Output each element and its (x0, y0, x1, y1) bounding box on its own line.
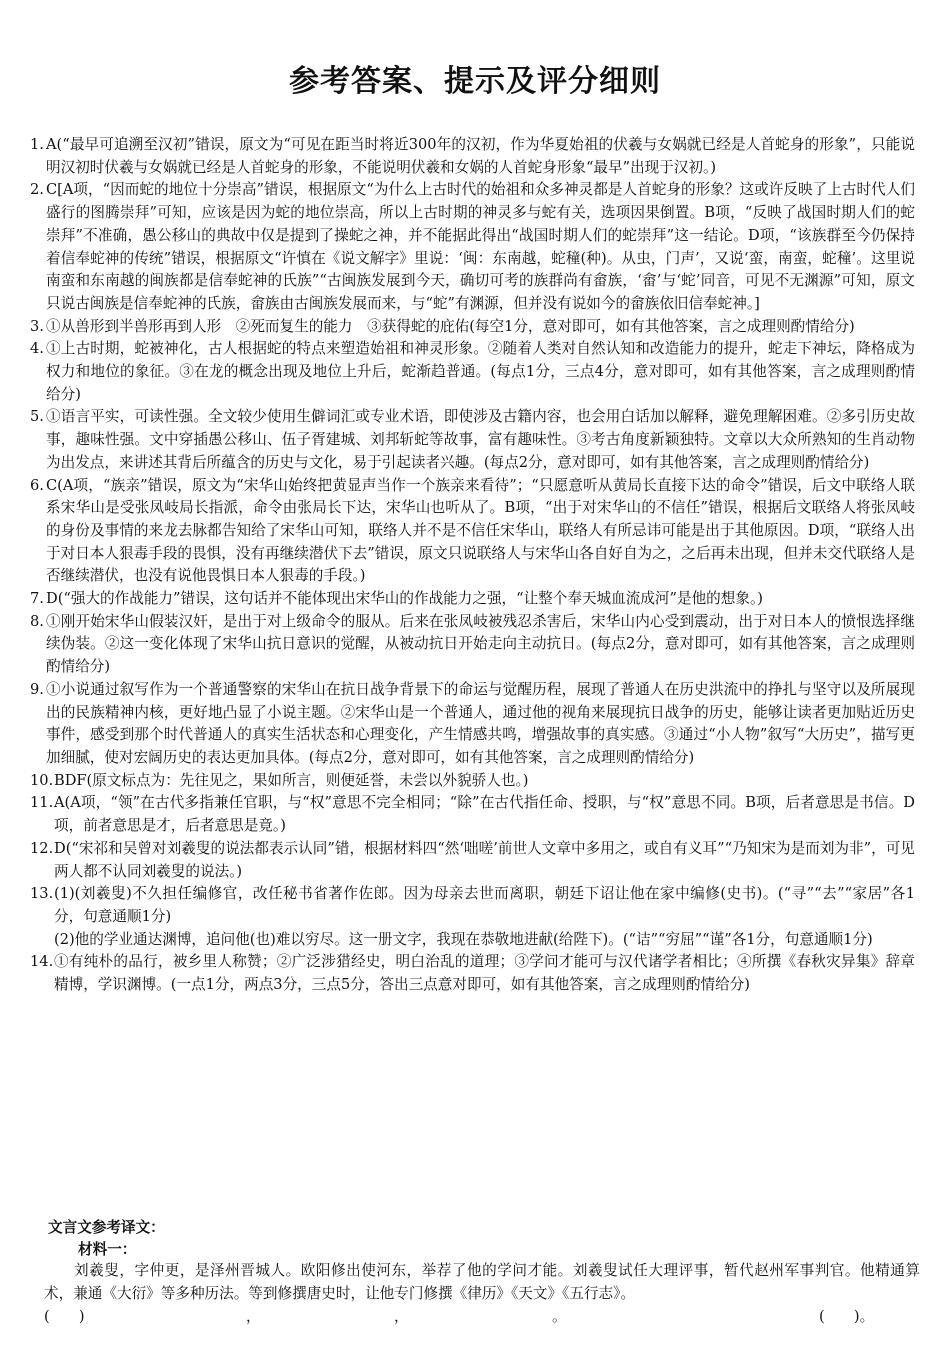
answer-number: 4. (30, 340, 44, 358)
answer-number: 13. (30, 885, 54, 903)
answer-item-9 (30, 679, 915, 770)
answer-text: (1)(刘羲叟)不久担任编修官，改任秘书省著作佐郎。因为母亲去世而离职，朝廷下诏让他在家中编修(史书)。(“寻”“去”“家居”各1分，句意通顺1分) (54, 885, 915, 925)
answer-text: ①刚开始宋华山假装汉奸，是出于对上级命令的服从。后来在张凤岐被残忍杀害后，宋华山内心受到震动，出于对日本人的愤恨选择继续伪装。②这一变化体现了宋华山抗日意识的觉醒，从被动抗日开始走向主动抗日。(每点2分，意对即可，如有其他答案，言之成理则酌情给分) (46, 612, 915, 676)
blank-right: ( )。 (819, 1308, 875, 1325)
blank-period: 。 (552, 1308, 567, 1325)
answer-number: 3. (30, 317, 44, 335)
page-title: 参考答案、提示及评分细则 (289, 64, 661, 99)
answer-item-11 (30, 792, 915, 837)
material-one-heading: 材料一： (78, 1241, 137, 1258)
answer-item-7 (30, 588, 915, 611)
answer-number: 11. (30, 794, 54, 812)
blank-comma-1: ， (246, 1308, 261, 1325)
answer-item-10 (30, 770, 915, 793)
answer-number: 1. (30, 136, 44, 153)
answer-text: A(“最早可追溯至汉初”错误，原文为“可见在距当时将近300年的汉初，作为华夏始祖的伏羲与女娲就已经是人首蛇身的形象”，只能说明汉初时伏羲与女娲就已经是人首蛇身的形象，不能说明伏羲和女娲的人首蛇身形象“最早”出现于汉初。) (46, 136, 915, 176)
answer-item-5 (30, 406, 915, 474)
answer-item-6 (30, 475, 915, 589)
answer-item-14 (30, 951, 915, 996)
answer-text: ①小说通过叙写作为一个普通警察的宋华山在抗日战争背景下的命运与觉醒历程，展现了普通人在历史洪流中的挣扎与坚守以及所展现出的民族精神内核，更好地凸显了小说主题。②宋华山是一个普通人，通过他的视角来展现抗日战争的历史，能够让读者更加贴近历史事件，感受到那个时代普通人的真实生活状态和心理变化，产生情感共鸣，增强故事的真实感。③通过“小人物”叙写“大历史”，描写更加细腻，使对宏阔历史的表达更加具体。(每点2分，意对即可，如有其他答案，言之成理则酌情给分) (46, 680, 915, 766)
answer-number: 6. (30, 476, 44, 494)
answer-text: D(“宋祁和吴曾对刘羲叟的说法都表示认同”错，根据材料四“然‘咄嗟’前世人文章中多用之，或自有义耳”“乃知宋为是而刘为非”，可见两人都不认同刘羲叟的说法。) (54, 839, 915, 880)
answer-text-part-2: (2)他的学业通达渊博，追问他(也)难以穷尽。这一册文字，我现在恭敬地进献(给陛下)。(“诘”“穷屈”“谨”各1分，句意通顺1分) (54, 930, 873, 948)
answer-number: 7. (30, 590, 44, 608)
answer-item-1 (30, 134, 915, 179)
answer-text: ①语言平实，可读性强。全文较少使用生僻词汇或专业术语，即使涉及古籍内容，也会用白话加以解释，避免理解困难。②多引历史故事，趣味性强。文中穿插愚公移山、伍子胥建城、刘邦斩蛇等故事，富有趣味性。③考古角度新颖独特。文章以大众所熟知的生肖动物为出发点，来讲述其背后所蕴含的历史与文化，易于引起读者兴趣。(每点2分，意对即可，如有其他答案，言之成理则酌情给分) (46, 408, 915, 471)
answer-text: ①有纯朴的品行，被乡里人称赞；②广泛涉猎经史，明白治乱的道理；③学问才能可与汉代诸学者相比；④所撰《春秋灾异集》辞章精博，学识渊博。(一点1分，两点3分，三点5分，答出三点意对即可，如有其他答案，言之成理则酌情给分) (54, 953, 915, 994)
answer-text: A(A项，“领”在古代多指兼任官职，与“权”意思不完全相同；“除”在古代指任命、授职，与“权”意思不同。B项，后者意思是书信。D项，前者意思是才，后者意思是竟。) (54, 794, 915, 835)
translation-blank-line (44, 1305, 920, 1327)
answer-text: ①从兽形到半兽形再到人形 ②死而复生的能力 ③获得蛇的庇佑(每空1分，意对即可，如有其他答案，言之成理则酌情给分) (46, 317, 855, 335)
answer-list (30, 134, 915, 997)
answer-text: D(“强大的作战能力”错误，这句话并不能体现出宋华山的作战能力之强，“让整个奉天城血流成河”是他的想象。) (46, 590, 763, 608)
answer-number: 14. (30, 953, 54, 971)
answer-item-8 (30, 611, 915, 679)
answer-item-2 (30, 179, 915, 315)
answer-text: BDF(原文标点为：先往见之，果如所言，则便延誉，未尝以外貌骄人也。) (54, 771, 529, 789)
blank-comma-2: ， (394, 1308, 409, 1325)
answer-item-3 (30, 316, 915, 339)
answer-item-13 (30, 883, 915, 951)
blank-left: ( ) (44, 1308, 85, 1325)
answer-number: 10. (30, 771, 54, 789)
translation-text: 刘羲叟，字仲更，是泽州晋城人。欧阳修出使河东，举荐了他的学问才能。刘羲叟试任大理评事，暂代赵州军事判官。他精通算术，兼通《大衍》等多种历法。等到修撰唐史时，让他专门修撰《律历》《天文》《五行志》。 (44, 1262, 920, 1302)
translation-heading: 文言文参考译文： (48, 1219, 165, 1236)
answer-number: 9. (30, 680, 44, 698)
answer-number: 2. (30, 181, 44, 199)
answer-item-12 (30, 838, 915, 883)
answer-item-4 (30, 338, 915, 406)
answer-number: 8. (30, 612, 44, 630)
answer-text: C[A项，“因而蛇的地位十分崇高”错误，根据原文“为什么上古时代的始祖和众多神灵都是人首蛇身的形象？这或许反映了上古时代人们盛行的图腾崇拜”可知，应该是因为蛇的地位崇高，所以上古时期的神灵多与蛇有关，选项因果倒置。B项，“反映了战国时期人们的蛇崇拜”不准确，愚公移山的典故中仅是提到了操蛇之神，并不能据此得出“战国时期人们的蛇崇拜”这一结论。D项，“该族群至今仍保持着信奉蛇神的传统”错误，根据原文“许慎在《说文解字》里说：‘闽：东南越，蛇穜(种)。从虫，门声’，又说‘蛮，南蛮，蛇穜’。这里说南蛮和东南越的闽族都是信奉蛇神的氏族”“古闽族发展到今天，确切可考的族群尚有畲族，‘畲’与‘蛇’同音，可见不无渊源”可知，原文只说古闽族是信奉蛇神的氏族，畲族由古闽族发展而来，与“蛇”有渊源，但并没有说如今的畲族依旧信奉蛇神。] (46, 181, 915, 312)
answer-text: ①上古时期，蛇被神化，古人根据蛇的特点来塑造始祖和神灵形象。②随着人类对自然认知和改造能力的提升，蛇走下神坛，降格成为权力和地位的象征。③在龙的概念出现及地位上升后，蛇渐趋普通。(每点1分，三点4分，意对即可，如有其他答案，言之成理则酌情给分) (46, 340, 915, 403)
answer-text: C(A项，“族亲”错误，原文为“宋华山始终把黄显声当作一个族亲来看待”；“只愿意听从黄局长直接下达的命令”错误，后文中联络人联系宋华山是受张凤岐局长指派，命令由张局长下达，宋华山也听从了。B项，“出于对宋华山的不信任”错误，根据后文联络人将张凤岐的身份及事情的来龙去脉都告知给了宋华山可知，联络人并不是不信任宋华山，联络人有所忌讳可能是出于其他原因。D项，“联络人出于对日本人狠毒手段的畏惧，没有再继续潜伏下去”错误，原文只说联络人与宋华山各自好自为之，之后再未出现，但并未交代联络人是否继续潜伏，也没有说他畏惧日本人狠毒的手段。) (46, 476, 915, 585)
answer-number: 12. (30, 839, 54, 857)
answer-number: 5. (30, 408, 44, 426)
